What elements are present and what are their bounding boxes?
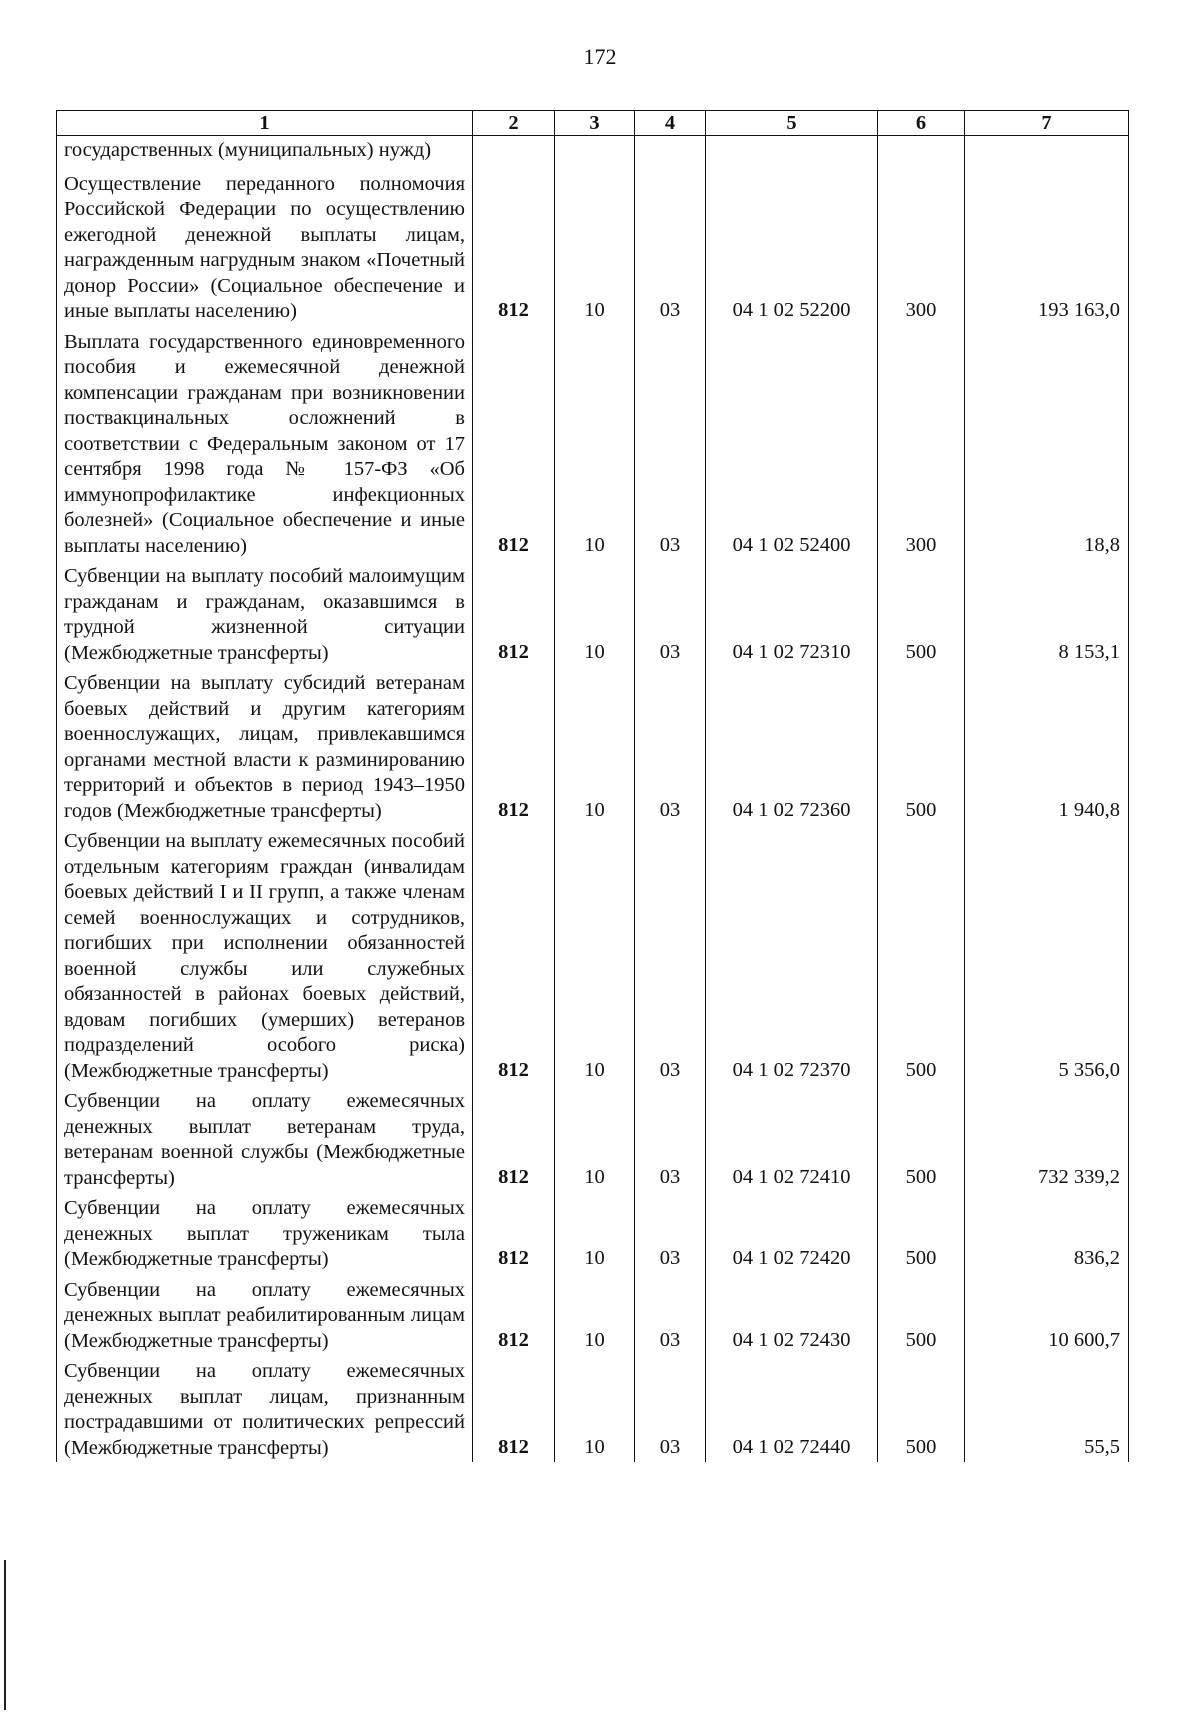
row-subsection: 03 <box>635 1274 706 1356</box>
row-ministry-code: 812 <box>473 1192 555 1274</box>
row-expense-type: 300 <box>878 326 965 561</box>
row-ministry-code: 812 <box>473 560 555 667</box>
row-ministry-code: 812 <box>473 1355 555 1462</box>
row-target-code: 04 1 02 72420 <box>706 1192 878 1274</box>
row-amount: 10 600,7 <box>965 1274 1129 1356</box>
row-description: Субвенции на выплату пособий малоимущим гражданам и гражданам, оказавшимся в трудной жизненной ситуации (Межбюджетные трансферты) <box>57 560 473 667</box>
row-ministry-code: 812 <box>473 667 555 825</box>
row-subsection: 03 <box>635 560 706 667</box>
row-target-code: 04 1 02 52200 <box>706 168 878 326</box>
table-row <box>57 667 1129 825</box>
row-ministry-code: 812 <box>473 825 555 1085</box>
row-description: Субвенции на выплату ежемесячных пособий отдельным категориям граждан (инвалидам боевых действий I и II групп, а также членам семей военнослужащих и сотрудников, погибших при исполнении обязанностей военной службы или служебных обязанностей в районах боевых действий, вдовам погибших (умерших) ветеранов подразделений особого риска) (Межбюджетные трансферты) <box>57 825 473 1085</box>
row-target-code: 04 1 02 72410 <box>706 1085 878 1192</box>
row-description: Субвенции на оплату ежемесячных денежных выплат лицам, признанным пострадавшими от политических репрессий (Межбюджетные трансферты) <box>57 1355 473 1462</box>
row-expense-type: 500 <box>878 560 965 667</box>
row-amount: 8 153,1 <box>965 560 1129 667</box>
row-amount: 836,2 <box>965 1192 1129 1274</box>
row-ministry-code: 812 <box>473 1274 555 1356</box>
row-target-code: 04 1 02 52400 <box>706 326 878 561</box>
table-row <box>57 560 1129 667</box>
row-amount: 732 339,2 <box>965 1085 1129 1192</box>
row-subsection: 03 <box>635 1192 706 1274</box>
row-expense-type: 300 <box>878 168 965 326</box>
row-target-code: 04 1 02 72360 <box>706 667 878 825</box>
row-section: 10 <box>555 1085 635 1192</box>
row-ministry-code: 812 <box>473 1085 555 1192</box>
row-expense-type: 500 <box>878 1355 965 1462</box>
row-amount: 193 163,0 <box>965 168 1129 326</box>
row-target-code: 04 1 02 72310 <box>706 560 878 667</box>
row-ministry-code: 812 <box>473 168 555 326</box>
row-section: 10 <box>555 1355 635 1462</box>
row-amount: 1 940,8 <box>965 667 1129 825</box>
table-row <box>57 168 1129 326</box>
row-amount: 55,5 <box>965 1355 1129 1462</box>
carryover-row <box>57 136 1129 168</box>
page-number: 172 <box>583 44 617 69</box>
row-description: Субвенции на оплату ежемесячных денежных выплат труженикам тыла (Межбюджетные трансферты) <box>57 1192 473 1274</box>
row-description: Осуществление переданного полномочия Российской Федерации по осуществлению ежегодной денежной выплаты лицам, награжденным нагрудным знаком «Почетный донор России» (Социальное обеспечение и иные выплаты населению) <box>57 168 473 326</box>
row-target-code: 04 1 02 72440 <box>706 1355 878 1462</box>
row-amount: 5 356,0 <box>965 825 1129 1085</box>
row-subsection: 03 <box>635 168 706 326</box>
row-expense-type: 500 <box>878 825 965 1085</box>
table-row <box>57 825 1129 1085</box>
row-expense-type: 500 <box>878 1274 965 1356</box>
header-col-3: 3 <box>555 111 635 136</box>
header-row <box>57 111 1129 136</box>
row-target-code: 04 1 02 72430 <box>706 1274 878 1356</box>
table-row <box>57 1085 1129 1192</box>
row-section: 10 <box>555 825 635 1085</box>
header-col-7: 7 <box>965 111 1129 136</box>
scan-edge-mark <box>4 1560 6 1710</box>
header-col-6: 6 <box>878 111 965 136</box>
row-section: 10 <box>555 168 635 326</box>
header-col-1: 1 <box>57 111 473 136</box>
carryover-text: государственных (муниципальных) нужд) <box>57 136 473 168</box>
row-section: 10 <box>555 1192 635 1274</box>
row-description: Субвенции на оплату ежемесячных денежных выплат ветеранам труда, ветеранам военной службы (Межбюджетные трансферты) <box>57 1085 473 1192</box>
row-section: 10 <box>555 667 635 825</box>
row-expense-type: 500 <box>878 667 965 825</box>
header-col-4: 4 <box>635 111 706 136</box>
row-subsection: 03 <box>635 667 706 825</box>
table-row <box>57 1274 1129 1356</box>
row-target-code: 04 1 02 72370 <box>706 825 878 1085</box>
row-description: Выплата государственного единовременного пособия и ежемесячной денежной компенсации гражданам при возникновении поствакцинальных осложнений в соответствии с Федеральным законом от 17 сентября 1998 года № 157-ФЗ «Об иммунопрофилактике инфекционных болезней» (Социальное обеспечение и иные выплаты населению) <box>57 326 473 561</box>
table-row <box>57 1192 1129 1274</box>
row-section: 10 <box>555 560 635 667</box>
row-description: Субвенции на оплату ежемесячных денежных выплат реабилитированным лицам (Межбюджетные трансферты) <box>57 1274 473 1356</box>
row-section: 10 <box>555 326 635 561</box>
budget-table <box>56 110 1129 1462</box>
row-section: 10 <box>555 1274 635 1356</box>
table-row <box>57 1355 1129 1462</box>
row-subsection: 03 <box>635 326 706 561</box>
header-col-2: 2 <box>473 111 555 136</box>
table-row <box>57 326 1129 561</box>
row-description: Субвенции на выплату субсидий ветеранам боевых действий и другим категориям военнослужащих, лицам, привлекавшимся органами местной власти к разминированию территорий и объектов в период 1943–1950 годов (Межбюджетные трансферты) <box>57 667 473 825</box>
header-col-5: 5 <box>706 111 878 136</box>
row-ministry-code: 812 <box>473 326 555 561</box>
row-subsection: 03 <box>635 1085 706 1192</box>
row-subsection: 03 <box>635 825 706 1085</box>
row-expense-type: 500 <box>878 1192 965 1274</box>
row-subsection: 03 <box>635 1355 706 1462</box>
row-amount: 18,8 <box>965 326 1129 561</box>
row-expense-type: 500 <box>878 1085 965 1192</box>
